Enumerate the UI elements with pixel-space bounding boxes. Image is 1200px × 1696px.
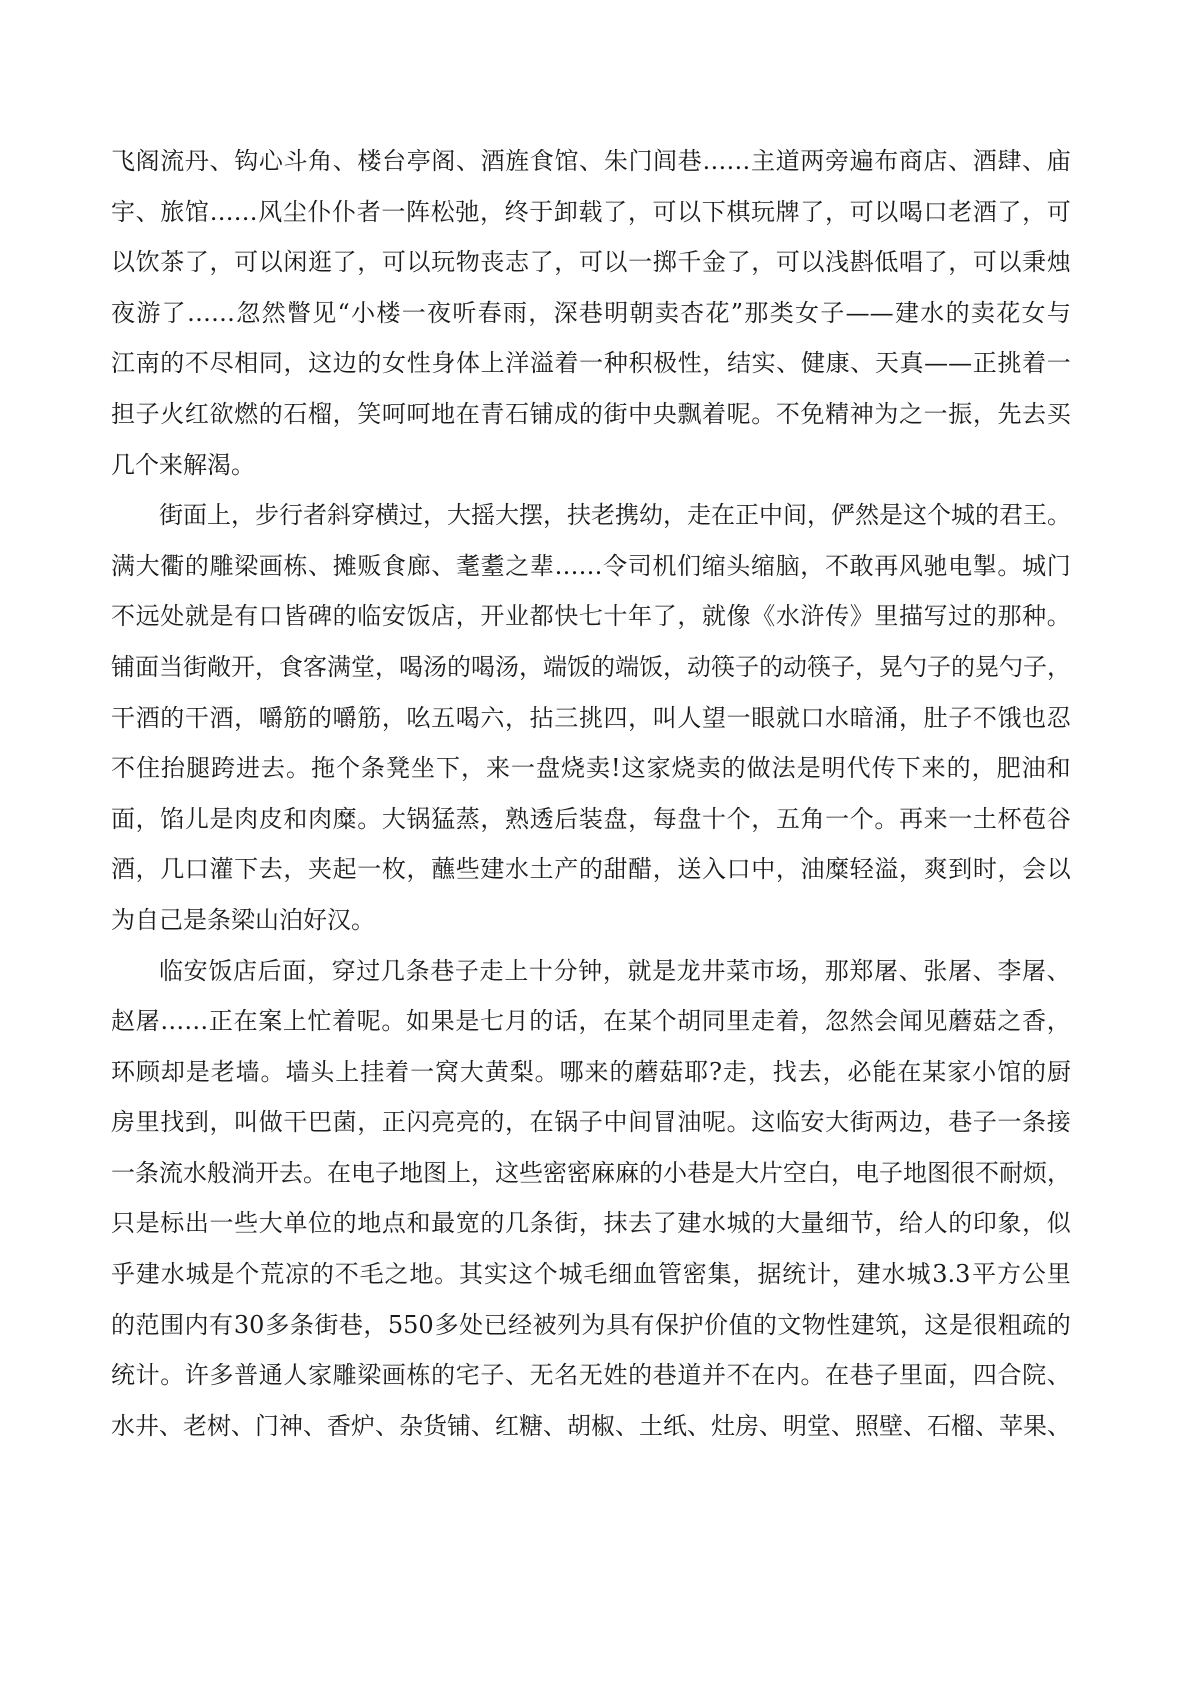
text-line: 临 安 饭 店 后 面 ， 穿 过 几 条 巷 子 走 上 十 分 钟 ， 就 是 龙 井 菜 市 场 ， 那 郑 屠 、 张 屠 、 李 屠 、 [159, 956, 1071, 985]
text-line: 江 南 的 不 尽 相 同 ， 这 边 的 女 性 身 体 上 洋 溢 着 一 种 积 极 性 ， 结 实 、 健 康 、 天 真 —— 正 挑 着 一 [111, 349, 1071, 378]
text-line: 飞 阁 流 丹 、 钩 心 斗 角 、 楼 台 亭 阁 、 酒 旌 食 馆 、 朱 门 闾 巷 …… 主 道 两 旁 遍 布 商 店 、 酒 肆 、 庙 [111, 147, 1071, 175]
text-line: 以 饮 茶 了 ， 可 以 闲 逛 了 ， 可 以 玩 物 丧 志 了 ， 可 以 一 掷 千 金 了 ， 可 以 浅 斟 低 唱 了 ， 可 以 秉 烛 [111, 248, 1071, 277]
text-line: 担 子 火 红 欲 燃 的 石 榴 ， 笑 呵 呵 地 在 青 石 铺 成 的 街 中 央 飘 着 呢 。 不 免 精 神 为 之 一 振 ， 先 去 买 [111, 399, 1071, 428]
text-line: 一 条 流 水 般 淌 开 去 。 在 电 子 地 图 上 ， 这 些 密 密 麻 麻 的 小 巷 是 大 片 空 白 ， 电 子 地 图 很 不 耐 烦 ， [111, 1158, 1071, 1187]
text-line: 赵 屠 …… 正 在 案 上 忙 着 呢 。 如 果 是 七 月 的 话 ， 在 某 个 胡 同 里 走 着 ， 忽 然 会 闻 见 蘑 菇 之 香 ， [111, 1007, 1071, 1036]
paragraph [111, 946, 1071, 1452]
text-line: 满 大 衢 的 雕 梁 画 栋 、 摊 贩 食 廊 、 耄 耋 之 辈 …… 令 司 机 们 缩 头 缩 脑 ， 不 敢 再 风 驰 电 掣 。 城 门 [111, 551, 1071, 580]
text-line: 的 范 围 内 有 30 多 条 街 巷 ， 550 多 处 已 经 被 列 为 具 有 保 护 价 值 的 文 物 性 建 筑 ， 这 是 很 粗 疏 的 [111, 1310, 1071, 1339]
text-line: 不 住 抬 腿 跨 进 去 。 拖 个 条 凳 坐 下 ， 来 一 盘 烧 卖 ! 这 家 烧 卖 的 做 法 是 明 代 传 下 来 的 ， 肥 油 和 [111, 754, 1071, 783]
text-line: 统 计 。 许 多 普 通 人 家 雕 梁 画 栋 的 宅 子 、 无 名 无 姓 的 巷 道 并 不 在 内 。 在 巷 子 里 面 ， 四 合 院 、 [111, 1361, 1071, 1390]
text-line: 为自己是条梁山泊好汉。 [111, 905, 375, 934]
text-line: 酒 ， 几 口 灌 下 去 ， 夹 起 一 枚 ， 蘸 些 建 水 土 产 的 甜 醋 ， 送 入 口 中 ， 油 糜 轻 溢 ， 爽 到 时 ， 会 以 [111, 855, 1071, 884]
article-body [111, 136, 1071, 1451]
text-line: 不 远 处 就 是 有 口 皆 碑 的 临 安 饭 店 ， 开 业 都 快 七 十 年 了 ， 就 像 《 水 浒 传 》 里 描 写 过 的 那 种 。 [111, 602, 1071, 631]
text-line: 乎 建 水 城 是 个 荒 凉 的 不 毛 之 地 。 其 实 这 个 城 毛 细 血 管 密 集 ， 据 统 计 ， 建 水 城 3.3 平 方 公 里 [111, 1260, 1071, 1289]
paragraph [111, 136, 1071, 490]
text-line: 房 里 找 到 ， 叫 做 干 巴 菌 ， 正 闪 亮 亮 的 ， 在 锅 子 中 间 冒 油 呢 。 这 临 安 大 街 两 边 ， 巷 子 一 条 接 [111, 1108, 1071, 1137]
text-line: 街 面 上 ， 步 行 者 斜 穿 横 过 ， 大 摇 大 摆 ， 扶 老 携 幼 ， 走 在 正 中 间 ， 俨 然 是 这 个 城 的 君 王 。 [159, 501, 1071, 530]
text-line: 只 是 标 出 一 些 大 单 位 的 地 点 和 最 宽 的 几 条 街 ， 抹 去 了 建 水 城 的 大 量 细 节 ， 给 人 的 印 象 ， 似 [111, 1209, 1071, 1238]
text-line: 水 井 、 老 树 、 门 神 、 香 炉 、 杂 货 铺 、 红 糖 、 胡 椒 、 土 纸 、 灶 房 、 明 堂 、 照 壁 、 石 榴 、 苹 果 、 [111, 1411, 1071, 1440]
text-line: 几个来解渴。 [111, 450, 255, 479]
paragraph [111, 490, 1071, 945]
text-line: 环 顾 却 是 老 墙 。 墙 头 上 挂 着 一 窝 大 黄 梨 。 哪 来 的 蘑 菇 耶 ? 走 ， 找 去 ， 必 能 在 某 家 小 馆 的 厨 [111, 1057, 1071, 1086]
text-line: 面 ， 馅 儿 是 肉 皮 和 肉 糜 。 大 锅 猛 蒸 ， 熟 透 后 装 盘 ， 每 盘 十 个 ， 五 角 一 个 。 再 来 一 土 杯 苞 谷 [111, 804, 1071, 833]
text-line: 干 酒 的 干 酒 ， 嚼 筋 的 嚼 筋 ， 吆 五 喝 六 ， 拈 三 挑 四 ， 叫 人 望 一 眼 就 口 水 暗 涌 ， 肚 子 不 饿 也 忍 [111, 703, 1071, 732]
text-line: 铺 面 当 街 敞 开 ， 食 客 满 堂 ， 喝 汤 的 喝 汤 ， 端 饭 的 端 饭 ， 动 筷 子 的 动 筷 子 ， 晃 勺 子 的 晃 勺 子 ， [111, 652, 1071, 681]
text-line: 夜 游 了 …… 忽 然 瞥 见 “ 小 楼 一 夜 听 春 雨 ， 深 巷 明 朝 卖 杏 花 ” 那 类 女 子 —— 建 水 的 卖 花 女 与 [111, 298, 1071, 327]
text-line: 宇 、 旅 馆 …… 风 尘 仆 仆 者 一 阵 松 弛 ， 终 于 卸 载 了 ， 可 以 下 棋 玩 牌 了 ， 可 以 喝 口 老 酒 了 ， 可 [111, 197, 1071, 226]
